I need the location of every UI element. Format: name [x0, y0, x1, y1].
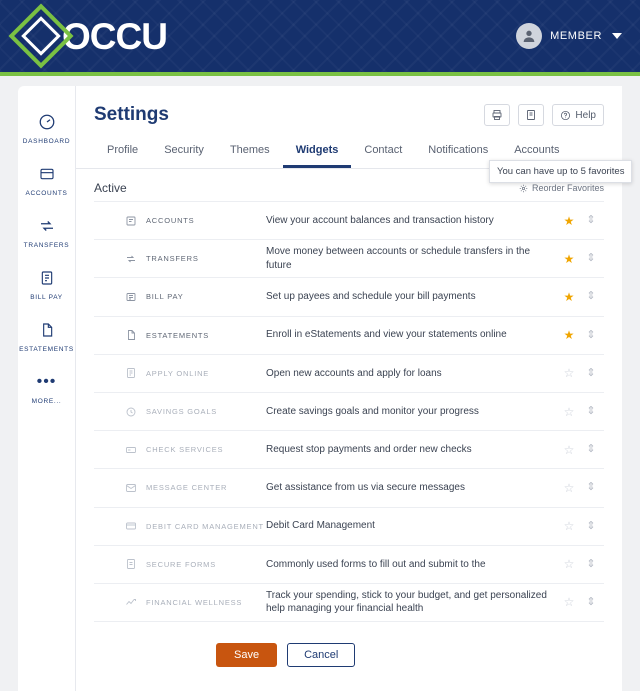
widget-name — [96, 367, 266, 380]
widget-description: Open new accounts and apply for loans — [266, 367, 442, 379]
save-button[interactable]: Save — [216, 643, 277, 667]
widget-description: Request stop payments and order new checks — [266, 443, 472, 455]
widget-description: Create savings goals and monitor your progress — [266, 405, 479, 417]
widget-label: ACCOUNTS — [146, 216, 195, 226]
widget-name — [96, 520, 266, 533]
page-title: Settings — [94, 104, 169, 125]
favorite-star-icon[interactable]: ☆ — [563, 442, 575, 457]
widget-name — [96, 405, 266, 418]
widget-description: Commonly used forms to fill out and submit to the — [266, 558, 486, 570]
table-row[interactable] — [94, 508, 604, 546]
estatements-widget-icon — [124, 329, 137, 342]
widget-description: Move money between accounts or schedule transfers in the future — [266, 246, 531, 271]
drag-handle-icon[interactable]: ⇕ — [586, 252, 596, 265]
panel-header-actions — [484, 104, 604, 126]
table-row[interactable] — [94, 431, 604, 469]
widget-label: DEBIT CARD MANAGEMENT — [146, 521, 264, 531]
user-avatar-icon — [516, 23, 542, 49]
more-icon: ••• — [36, 373, 57, 390]
bill-pay-widget-icon — [124, 290, 137, 303]
drag-handle-icon[interactable]: ⇕ — [586, 328, 596, 341]
drag-handle-icon[interactable]: ⇕ — [586, 557, 596, 570]
table-row[interactable] — [94, 584, 604, 622]
table-row[interactable] — [94, 240, 604, 278]
favorite-star-icon[interactable]: ★ — [563, 289, 575, 304]
widget-name — [96, 329, 266, 342]
favorites-tooltip: You can have up to 5 favorites — [489, 160, 632, 183]
debit-card-widget-icon — [124, 520, 137, 533]
widget-label: SAVINGS GOALS — [146, 407, 218, 417]
drag-handle-icon[interactable]: ⇕ — [586, 214, 596, 227]
help-button[interactable] — [552, 104, 604, 126]
widget-name — [96, 290, 266, 303]
cancel-button[interactable]: Cancel — [287, 643, 355, 667]
drag-handle-icon[interactable]: ⇕ — [586, 290, 596, 303]
tab-profile[interactable]: Profile — [107, 144, 139, 156]
table-row[interactable] — [94, 355, 604, 393]
widget-label: SECURE FORMS — [146, 559, 217, 569]
table-row[interactable] — [94, 469, 604, 507]
section-title: Active — [94, 181, 127, 195]
widget-label: ESTATEMENTS — [146, 330, 210, 340]
accounts-icon — [36, 163, 58, 185]
help-circle-icon — [560, 110, 571, 121]
favorite-star-icon[interactable]: ☆ — [563, 366, 575, 381]
sidebar-navigation — [18, 86, 75, 691]
print-button[interactable] — [484, 104, 510, 126]
favorite-star-icon[interactable]: ★ — [563, 251, 575, 266]
financial-wellness-widget-icon — [124, 596, 137, 609]
help-label: Help — [575, 109, 596, 121]
tab-accounts[interactable]: Accounts — [514, 144, 560, 156]
gear-icon — [519, 184, 528, 193]
dashboard-icon — [36, 111, 58, 133]
brand-logo[interactable] — [18, 13, 167, 59]
tab-contact[interactable]: Contact — [364, 144, 403, 156]
sidebar-label: MORE... — [31, 398, 62, 405]
transfers-widget-icon — [124, 252, 137, 265]
sidebar-item-transfers[interactable] — [18, 206, 75, 258]
widget-description: View your account balances and transaction history — [266, 214, 494, 226]
widget-label: CHECK SERVICES — [146, 445, 224, 455]
table-row[interactable] — [94, 317, 604, 355]
estatements-icon — [36, 319, 58, 341]
widget-label: FINANCIAL WELLNESS — [146, 597, 243, 607]
widget-description: Track your spending, stick to your budget, and get personalized help managing your financial health — [266, 589, 547, 615]
user-menu[interactable] — [516, 23, 622, 49]
widget-description: Enroll in eStatements and view your statements online — [266, 329, 507, 341]
widget-name — [96, 214, 266, 227]
widget-description: Get assistance from us via secure messages — [266, 482, 465, 494]
diamond-logo-icon — [8, 3, 73, 68]
drag-handle-icon[interactable]: ⇕ — [586, 366, 596, 379]
drag-handle-icon[interactable]: ⇕ — [586, 595, 596, 608]
sidebar-label: TRANSFERS — [23, 242, 70, 249]
tab-themes[interactable]: Themes — [229, 144, 270, 156]
widget-description: Set up payees and schedule your bill payments — [266, 291, 476, 303]
tab-widgets[interactable]: Widgets — [283, 138, 352, 168]
user-label: MEMBER — [550, 30, 602, 42]
sidebar-label: BILL PAY — [30, 294, 63, 301]
favorite-star-icon[interactable]: ☆ — [563, 557, 575, 572]
tab-security[interactable]: Security — [164, 144, 204, 156]
favorite-star-icon[interactable]: ★ — [563, 328, 575, 343]
widget-label: MESSAGE CENTER — [146, 483, 228, 493]
sidebar-item-bill-pay[interactable] — [18, 258, 75, 310]
transfers-icon — [36, 215, 58, 237]
widget-list — [94, 201, 604, 631]
favorite-star-icon[interactable]: ★ — [563, 213, 575, 228]
drag-handle-icon[interactable]: ⇕ — [586, 443, 596, 456]
savings-goals-widget-icon — [124, 405, 137, 418]
message-center-widget-icon — [124, 481, 137, 494]
export-button[interactable] — [518, 104, 544, 126]
favorite-star-icon[interactable]: ☆ — [563, 519, 575, 534]
widget-label: BILL PAY — [146, 292, 184, 302]
widget-name — [96, 252, 266, 265]
sidebar-item-estatements[interactable] — [18, 310, 75, 362]
apply-online-widget-icon — [124, 367, 137, 380]
widget-description: Debit Card Management — [266, 520, 375, 532]
drag-handle-icon[interactable]: ⇕ — [586, 519, 596, 532]
favorite-star-icon[interactable]: ☆ — [563, 595, 575, 610]
form-actions — [76, 631, 622, 667]
widget-name — [96, 558, 266, 571]
favorite-star-icon[interactable]: ☆ — [563, 480, 575, 495]
widget-name — [96, 481, 266, 494]
table-row[interactable] — [94, 546, 604, 584]
sidebar-label: DASHBOARD — [22, 138, 71, 145]
sidebar-item-more[interactable] — [18, 362, 75, 414]
table-row[interactable] — [94, 393, 604, 431]
widget-label: APPLY ONLINE — [146, 368, 210, 378]
panel-header — [76, 86, 622, 126]
drag-handle-icon[interactable]: ⇕ — [586, 481, 596, 494]
reorder-favorites-label: Reorder Favorites — [531, 183, 604, 193]
sidebar-item-dashboard[interactable] — [18, 102, 75, 154]
drag-handle-icon[interactable]: ⇕ — [586, 405, 596, 418]
widget-label: TRANSFERS — [146, 254, 199, 264]
top-navigation-bar — [0, 0, 640, 72]
secure-forms-widget-icon — [124, 558, 137, 571]
check-services-widget-icon — [124, 443, 137, 456]
sidebar-label: ESTATEMENTS — [19, 346, 74, 353]
brand-logo-text: OCCU — [62, 15, 167, 57]
widget-name — [96, 443, 266, 456]
table-row[interactable] — [94, 202, 604, 240]
sidebar-item-accounts[interactable] — [18, 154, 75, 206]
chevron-down-icon[interactable] — [612, 33, 622, 39]
brand-divider — [0, 72, 640, 76]
accounts-widget-icon — [124, 214, 137, 227]
sidebar-label: ACCOUNTS — [25, 190, 68, 197]
tab-notifications[interactable]: Notifications — [428, 144, 489, 156]
favorite-star-icon[interactable]: ☆ — [563, 404, 575, 419]
reorder-favorites-button[interactable] — [519, 183, 604, 193]
bill-pay-icon — [36, 267, 58, 289]
widget-name — [96, 596, 266, 609]
table-row[interactable] — [94, 278, 604, 316]
